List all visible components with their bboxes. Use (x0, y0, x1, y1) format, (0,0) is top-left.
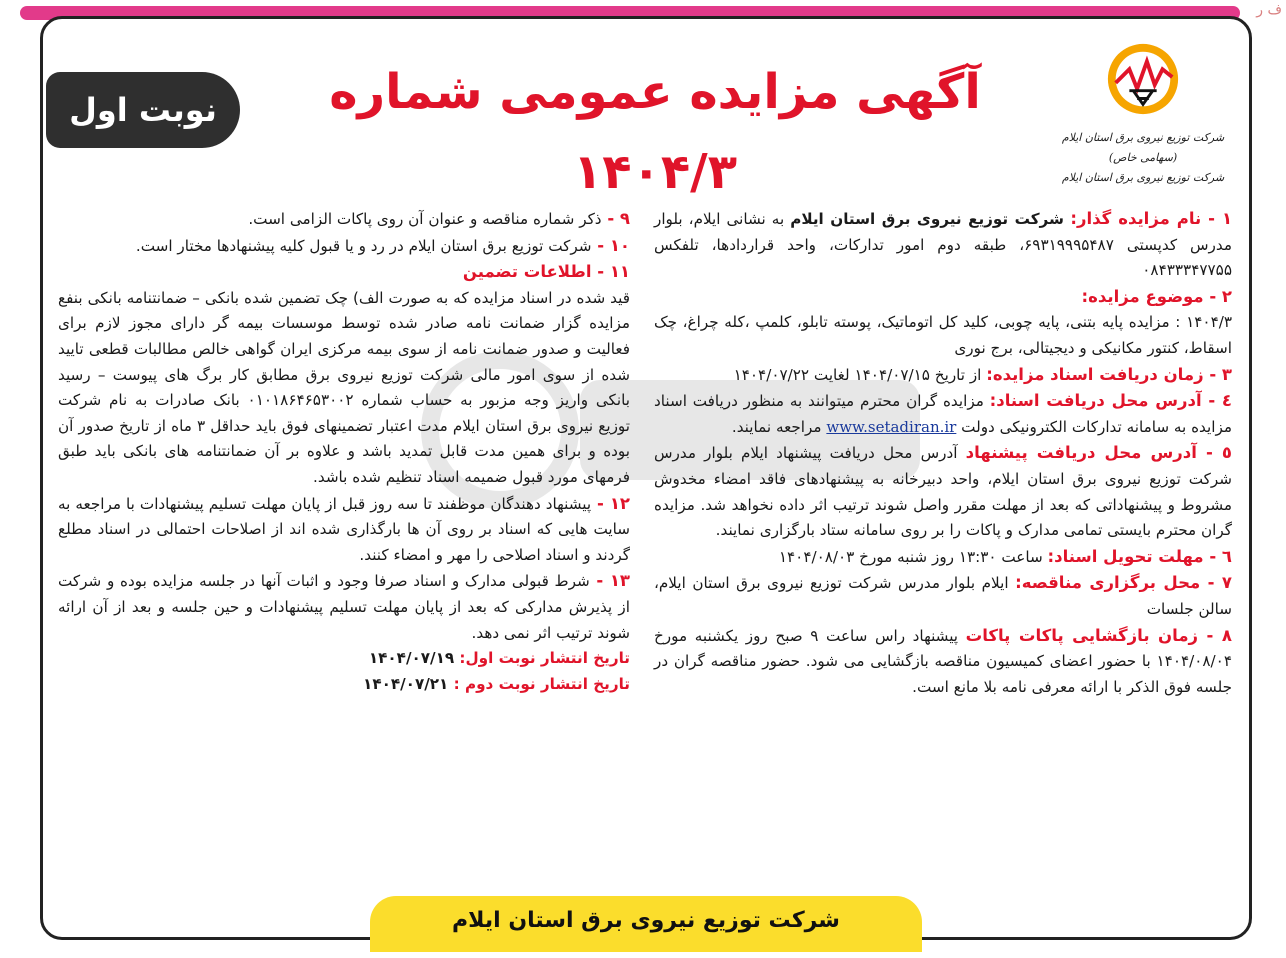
status-badge: نوبت اول (46, 72, 240, 148)
right-column (654, 206, 1232, 700)
company-logo (1058, 40, 1228, 190)
list-item: ۱ - نام مزایده گذار: شرکت توزیع نیروی برق استان ایلام به نشانی ایلام، بلوار مدرس کدپستی ۶۹۳۱۹۹۹۵۴۸۷، طبقه دوم امور تدارکات، واحد قراردادها، تلفکس ۰۸۴۳۳۳۴۷۷۵۵ (654, 209, 1233, 280)
list-item: ۸ - زمان بازگشایی پاکات پاکات پیشنهاد راس ساعت ۹ صبح روز یکشنبه مورخ ۱۴۰۴/۰۸/۰۴ با حضور اعضای کمیسیون مناقصه بازگشایی می شود. حضور مناقصه گران در جلسه فوق الذکر با ارائه معرفی نامه بلا مانع است. (654, 625, 1232, 696)
publish-date-second: تاریخ انتشار نوبت دوم : ۱۴۰۴/۰۷/۲۱ (363, 674, 630, 693)
corner-mark: ف ر (1256, 2, 1282, 18)
list-item: ۷ - محل برگزاری مناقصه: ایلام بلوار مدرس شرکت توزیع نیروی برق استان ایلام، سالن جلسات (654, 573, 1232, 618)
setadiran-link[interactable]: www.setadiran.ir (826, 417, 957, 436)
list-item: ٥ - آدرس محل دریافت پیشنهاد آدرس محل دریافت پیشنهاد ایلام بلوار مدرس شرکت توزیع نیروی برق استان ایلام، واحد دبیرخانه به پیشنهادهای فاقد امضاء مخدوش مشروط و پیشنهاداتی که بعد از مهلت مقرر واصل شوند ترتیب اثر داده نخواهد شد. مزایده گران محترم بایستی تمامی مدارک و پاکات را بر روی سامانه ستاد بارگزاری نمایند. (654, 443, 1232, 540)
list-item: ۱۰ - شرکت توزیع برق استان ایلام در رد و یا قبول کلیه پیشنهادها مختار است. (135, 235, 630, 255)
power-company-logo-icon (1104, 40, 1182, 118)
page-title: آگهی مزایده عمومی شماره ۱۴۰۴/۳ (329, 64, 981, 200)
company-caption-2: شرکت توزیع نیروی برق استان ایلام (1061, 171, 1225, 184)
list-item: ۹ - ذکر شماره مناقصه و عنوان آن روی پاکات الزامی است. (248, 209, 630, 228)
left-column (58, 206, 630, 697)
list-item: ٤ - آدرس محل دریافت اسناد: مزایده گران محترم میتوانند به منظور دریافت اسناد مزایده به سامانه تدارکات الکترونیکی دولت www.setadiran.ir مراجعه نمایند. (654, 391, 1232, 436)
publish-date-first: تاریخ انتشار نوبت اول: ۱۴۰۴/۰۷/۱۹ (368, 649, 630, 668)
list-item: ۱۲ - پیشنهاد دهندگان موظفند تا سه روز قبل از پایان مهلت تسلیم پیشنهادات با مراجعه به سایت هایی که اسناد بر روی آن ها بارگذاری شده اند از اصلاحات احتمالی در اسناد مطلع گردند و اسناد اصلاحی را مهر و امضاء کنند. (58, 493, 630, 564)
list-item: ۳ - زمان دریافت اسناد مزایده: از تاریخ ۱۴۰۴/۰۷/۱۵ لغایت ۱۴۰۴/۰۷/۲۲ (733, 364, 1232, 384)
company-caption-1: شرکت توزیع نیروی برق استان ایلام (سهامی خاص) (1061, 131, 1225, 164)
list-item: ٦ - مهلت تحویل اسناد: ساعت ۱۳:۳۰ روز شنبه مورخ ۱۴۰۴/۰۸/۰۳ (778, 546, 1232, 566)
list-item: ۲ - موضوع مزایده: ۱۴۰۴/۳ : مزایده پایه بتنی، پایه چوبی، کلید کل اتوماتیک، پوسته تابلو، کلمپ ،کله چراغ، چک اسقاط، کنتور مکانیکی و دیجیتالی، برج نوری (654, 286, 1232, 357)
list-item: ۱۳ - شرط قبولی مدارک و اسناد صرفا وجود و اثبات آنها در جلسه مزایده بوده و شرکت از پذیرش مدارکی که بعد از پایان مهلت تسلیم پیشنهادات و حین جلسه و بعد از آن ارائه شوند ترتیب اثر نمی دهد. (58, 571, 630, 642)
list-item: ۱۱ - اطلاعات تضمین قید شده در اسناد مزایده که به صورت الف) چک تضمین شده بانکی – ضمانتنامه بانکی بنفع مزایده گزار ضمانت نامه صادر شده توسط موسسات بیمه گر دارای مجوز لازم برای فعالیت و صدور ضمانت نامه از سوی بیمه مرکزی ایران گواهی خالص مطالبات قطعی تایید شده از سوی امور مالی شرکت توزیع نیروی برق مطابق کار برگ های پیوست – رسید بانکی واریز وجه مزبور به حساب شماره ۰۱۰۱۸۶۴۶۵۳۰۰۲ بانک صادرات به نام شرکت توزیع نیروی برق استان ایلام مدت اعتبار تضمینهای فوق باید حداقل ۳ ماه از تاریخ صدور آن بوده و برای همین مدت قابل تمدید باشد و علاوه بر آن ضمانتنامه های بانکی باید طبق فرمهای مورد قبول ضمیمه اسناد تنظیم شده باشد. (58, 262, 631, 486)
footer-company-banner: شرکت توزیع نیروی برق استان ایلام (370, 896, 922, 952)
